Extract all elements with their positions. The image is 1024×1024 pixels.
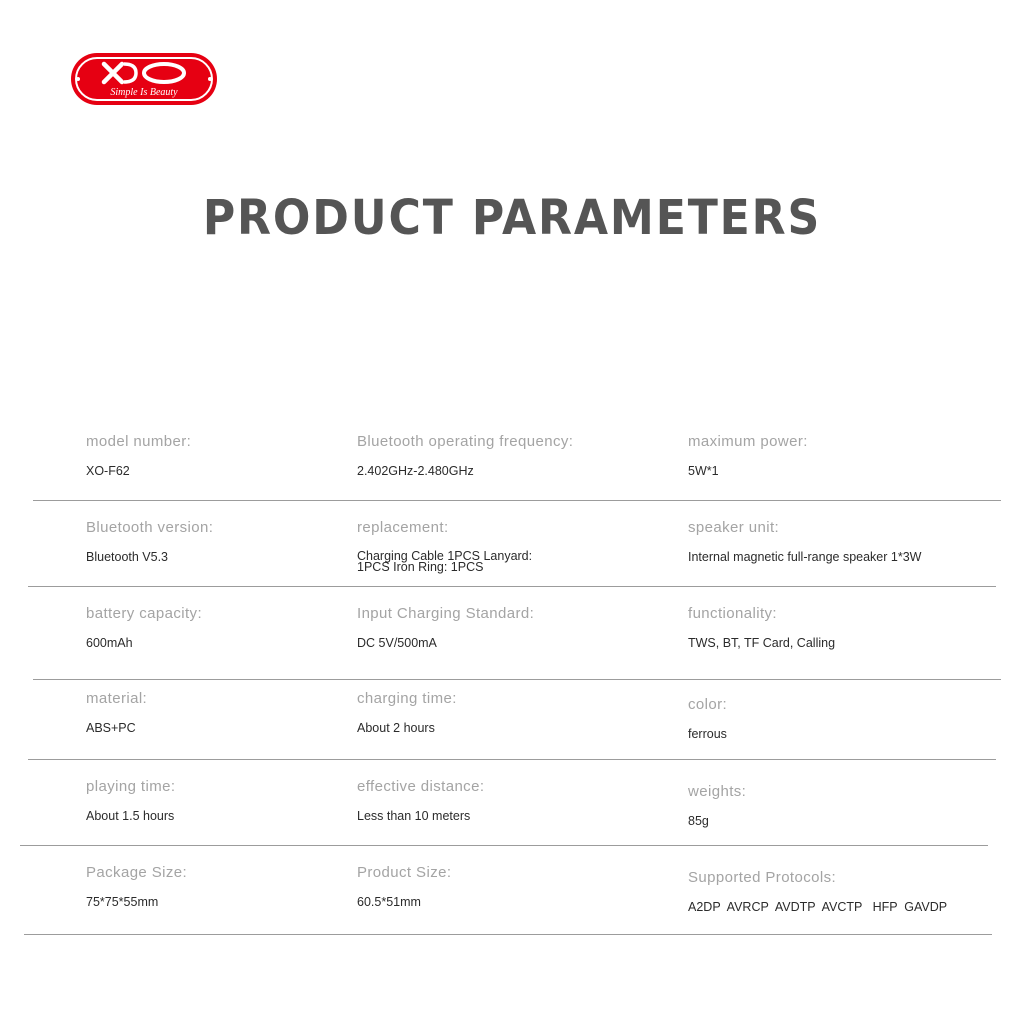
param-charging-time [357,690,457,735]
param-label: Bluetooth operating frequency: [357,433,574,450]
param-value: A2DP AVRCP AVDTP AVCTP HFP GAVDP [688,900,948,914]
param-label: color: [688,696,728,713]
param-value: About 1.5 hours [86,809,175,823]
param-bluetooth-frequency [357,433,573,478]
param-supported-protocols [688,869,947,914]
param-speaker-unit [688,519,921,564]
param-value: 2.402GHz-2.480GHz [357,464,474,478]
parameters-table [0,415,1024,935]
param-label: charging time: [357,690,457,707]
param-value: DC 5V/500mA [357,636,437,650]
param-functionality [688,605,835,650]
param-label: Package Size: [86,864,188,881]
param-value: ABS+PC [86,721,136,735]
param-color [688,696,727,741]
table-row [0,587,1024,680]
param-bluetooth-version [86,519,213,564]
param-value: 5W*1 [688,464,719,478]
param-value: TWS, BT, TF Card, Calling [688,636,836,650]
param-effective-distance [357,778,484,823]
xo-logo-icon [70,52,218,106]
param-label: Input Charging Standard: [357,605,535,622]
param-value: 75*75*55mm [86,895,159,909]
param-label: Bluetooth version: [86,519,214,536]
param-value: Bluetooth V5.3 [86,550,169,564]
param-value: About 2 hours [357,721,435,735]
param-label: speaker unit: [688,519,780,536]
param-package-size [86,864,187,909]
param-value: 60.5*51mm [357,895,421,909]
param-label: playing time: [86,778,176,795]
param-value: XO-F62 [86,464,130,478]
param-replacement [357,519,532,572]
param-value: Less than 10 meters [357,809,471,823]
param-material [86,690,147,735]
param-label: weights: [688,783,747,800]
param-label: functionality: [688,605,777,622]
param-product-size [357,864,451,909]
param-weights [688,783,746,828]
param-playing-time [86,778,175,823]
param-value: Internal magnetic full-range speaker 1*3W [688,550,922,564]
table-row [0,501,1024,587]
param-label: replacement: [357,519,449,536]
param-label: material: [86,690,148,707]
table-row [0,415,1024,501]
param-label: Product Size: [357,864,452,881]
row-divider [24,934,992,935]
param-label: battery capacity: [86,605,203,622]
param-label: Supported Protocols: [688,869,837,886]
page-title: PRODUCT PARAMETERS [202,190,822,246]
table-row [0,846,1024,935]
param-model-number [86,433,191,478]
param-value: 85g [688,814,709,828]
param-maximum-power [688,433,808,478]
param-value: ferrous [688,727,727,741]
param-label: model number: [86,433,192,450]
brand-tagline: Simple Is Beauty [110,87,178,98]
table-row [0,760,1024,846]
param-label: effective distance: [357,778,485,795]
param-battery-capacity [86,605,202,650]
brand-logo [70,52,218,106]
table-row [0,680,1024,760]
param-value: Charging Cable 1PCS Lanyard: 1PCS Iron Ring: 1PCS [357,549,533,574]
param-value: 600mAh [86,636,133,650]
param-label: maximum power: [688,433,808,450]
param-input-charging-standard [357,605,534,650]
